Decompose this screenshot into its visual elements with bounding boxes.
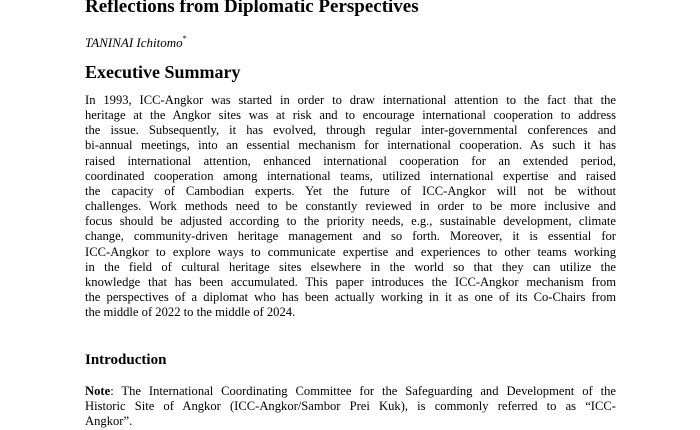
summary-line: the perspectives of a diplomat who has been actually working in it as one of its Co-Chairs from xyxy=(85,290,616,305)
note-text: : The International Coordinating Committee for the Safeguarding and Development of the xyxy=(110,384,616,398)
executive-summary-paragraph xyxy=(85,93,616,320)
author-line xyxy=(85,35,187,51)
summary-line: focus should be adjusted according to the priority needs, e.g., sustainable development, climate xyxy=(85,214,616,229)
summary-line: coordinated cooperation among international teams, utilized international expertise and raised xyxy=(85,168,616,183)
executive-summary-heading: Executive Summary xyxy=(85,62,241,82)
summary-line: the capacity of Cambodian experts. Yet the future of ICC-Angkor will not be without xyxy=(85,183,616,198)
note-line: Angkor”. xyxy=(85,414,133,429)
summary-line: In 1993, ICC-Angkor was started in order to draw international attention to the fact that the xyxy=(85,93,616,107)
paper-title: Reflections from Diplomatic Perspectives xyxy=(85,0,419,17)
introduction-note xyxy=(85,384,616,429)
note-line: Historic Site of Angkor (ICC-Angkor/Sambor Prei Kuk), is commonly referred to as “ICC- xyxy=(85,399,616,414)
summary-line: heritage at the Angkor sites was at risk and to encourage international cooperation to address xyxy=(85,108,616,123)
summary-line: raised international attention, enhanced international cooperation for an extended period, xyxy=(85,153,616,168)
note-line xyxy=(85,384,616,399)
author-name: TANINAI Ichitomo xyxy=(85,35,183,50)
summary-line: challenges. Work methods need to be constantly reviewed in order to be more inclusive and xyxy=(85,199,616,214)
summary-line: the issue. Subsequently, it has evolved, through regular inter-governmental conferences and xyxy=(85,123,616,138)
summary-line: the middle of 2022 to the middle of 2024. xyxy=(85,305,296,320)
introduction-heading: Introduction xyxy=(85,352,167,368)
summary-line: knowledge that has been accumulated. This paper introduces the ICC-Angkor mechanism from xyxy=(85,274,616,289)
summary-line: change, community-driven heritage management and so forth. Moreover, it is essential for xyxy=(85,229,616,244)
note-label: Note xyxy=(85,384,111,398)
author-footnote-mark[interactable]: * xyxy=(182,34,187,43)
summary-line: ICC-Angkor to explore ways to communicate expertise and experiences to other teams working xyxy=(85,244,616,259)
summary-line: in the field of cultural heritage sites elsewhere in the world so that they can utilize the xyxy=(85,259,616,274)
summary-line: bi-annual meetings, into an essential mechanism for international cooperation. As such it has xyxy=(85,138,616,153)
